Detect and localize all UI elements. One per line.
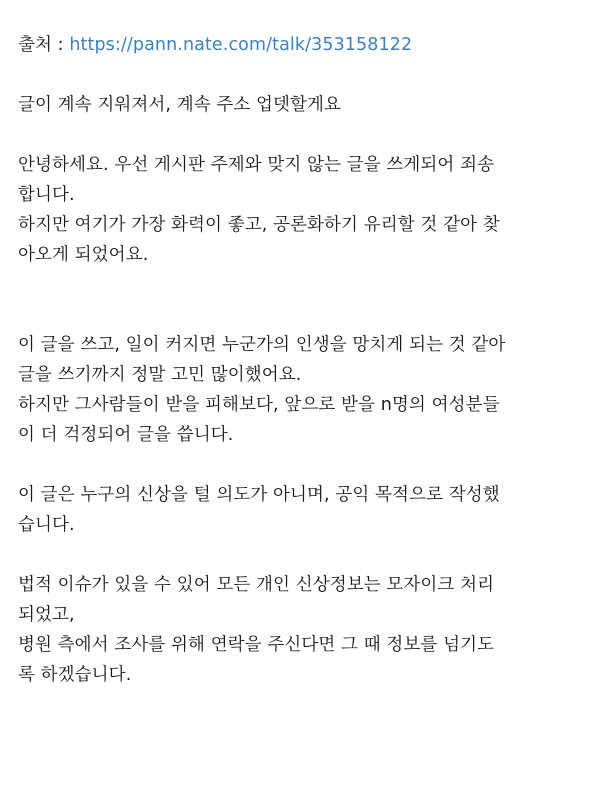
- paragraph-line: 하지만 그사람들이 받을 피해보다, 앞으로 받을 n명의 여성분들: [18, 395, 500, 415]
- paragraph-line: 이 글은 누구의 신상을 털 의도가 아니며, 공익 목적으로 작성했: [18, 485, 500, 505]
- paragraph-line: 이 글을 쓰고, 일이 커지면 누군가의 인생을 망치게 되는 것 같아: [18, 335, 506, 355]
- paragraph-line: 하지만 여기가 가장 화력이 좋고, 공론화하기 유리할 것 같아 찾: [18, 215, 500, 235]
- paragraph-line: 법적 이슈가 있을 수 있어 모든 개인 신상정보는 모자이크 처리: [18, 575, 495, 595]
- paragraph-line: 이 더 걱정되어 글을 씁니다.: [18, 425, 234, 445]
- source-label: 출처 :: [18, 35, 70, 55]
- post-body: [18, 30, 584, 690]
- paragraph-line: 안녕하세요. 우선 게시판 주제와 맞지 않는 글을 쓰게되어 죄송: [18, 155, 495, 175]
- paragraph-line: 합니다.: [18, 185, 75, 205]
- paragraph-line: 글이 계속 지워져서, 계속 주소 업뎃할게요: [18, 95, 342, 115]
- paragraph-line: 되었고,: [18, 605, 75, 625]
- source-link[interactable]: https://pann.nate.com/talk/353158122: [69, 35, 413, 55]
- source-line: [18, 30, 584, 60]
- paragraph-line: 습니다.: [18, 515, 75, 535]
- paragraph-line: 아오게 되었어요.: [18, 245, 149, 265]
- paragraph-line: 글을 쓰기까지 정말 고민 많이했어요.: [18, 365, 302, 385]
- paragraph-line: 병원 측에서 조사를 위해 연락을 주신다면 그 때 정보를 넘기도: [18, 635, 495, 655]
- paragraph-line: 록 하겠습니다.: [18, 665, 132, 685]
